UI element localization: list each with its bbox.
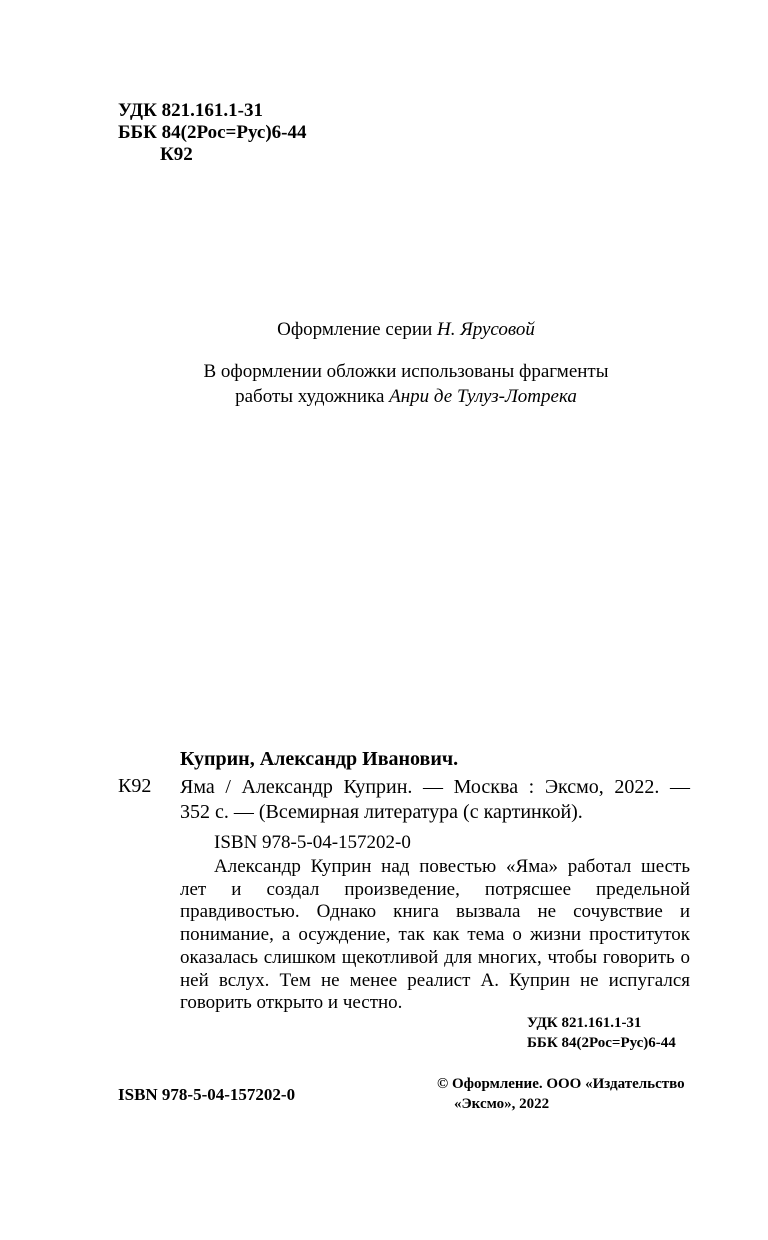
entry-isbn: ISBN 978-5-04-157202-0 [214, 832, 411, 853]
series-designer-name: Н. Ярусовой [437, 319, 535, 340]
bbk-code-bottom: ББК 84(2Рос=Рус)6-44 [527, 1035, 676, 1051]
annotation-paragraph: Александр Куприн над повестью «Яма» работал шесть лет и создал произведение, потрясшее предельной правдивостью. Однако книга вызвала не сочувствие и понимание, а осуждение, так как тема о жизни проституток оказалась слишком щекотливой для многих, чтобы говорить о ней вслух. Тем не менее реалист А. Куприн не испугался говорить открыто и честно. [180, 856, 690, 1014]
udk-code-bottom: УДК 821.161.1-31 [527, 1015, 642, 1031]
copyright-line-1: © Оформление. ООО «Издательство [437, 1076, 685, 1092]
copyright-line-2: «Эксмо», 2022 [454, 1096, 550, 1112]
author-sign-top: К92 [160, 144, 193, 165]
entry-author-sign: К92 [118, 775, 152, 797]
cover-credit-line-1: В оформлении обложки использованы фрагменты [203, 361, 609, 382]
cover-artist-name: Анри де Тулуз-Лотрека [389, 386, 577, 407]
series-design-credit [22, 318, 768, 342]
copyright-notice [437, 1074, 685, 1114]
cover-credit-prefix: работы художника [235, 386, 390, 407]
isbn-bottom: ISBN 978-5-04-157202-0 [118, 1085, 296, 1104]
entry-title-line: Яма / Александр Куприн. — Москва : Эксмо, 2022. — [180, 776, 690, 798]
series-credit-prefix: Оформление серии [277, 319, 438, 340]
cover-credit-line-2 [22, 385, 768, 409]
udk-code-top: УДК 821.161.1-31 [118, 100, 263, 121]
bbk-code-top: ББК 84(2Рос=Рус)6-44 [118, 122, 307, 143]
entry-author: Куприн, Александр Иванович. [180, 748, 459, 770]
entry-pages-line: 352 с. — (Всемирная литература (с картинкой). [180, 801, 583, 823]
